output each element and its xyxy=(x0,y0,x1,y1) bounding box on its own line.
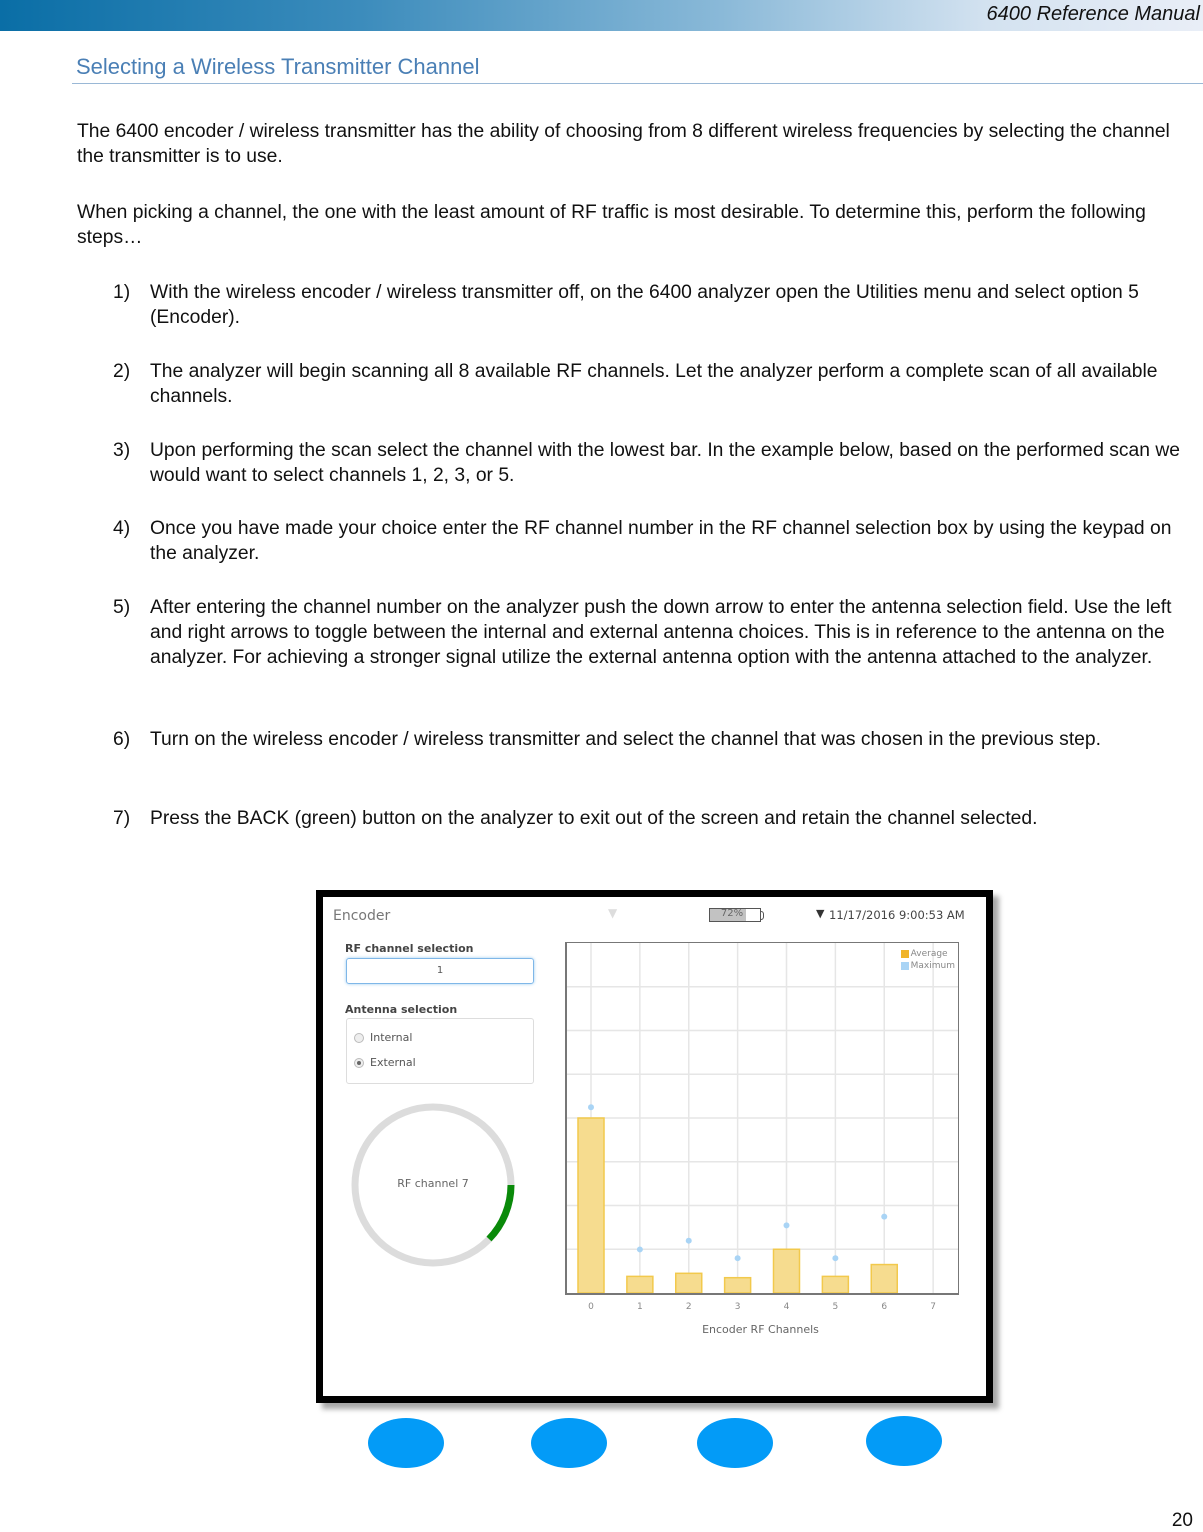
wifi-signal-icon: ▼ xyxy=(816,907,825,920)
step-text: Once you have made your choice enter the RF channel number in the RF channel selection box by using the keypad on the analyzer. xyxy=(150,518,1172,564)
section-divider xyxy=(72,83,1203,84)
wifi-status-icon: ▼ xyxy=(608,906,618,920)
intro-paragraph: The 6400 encoder / wireless transmitter has the ability of choosing from 8 different wireless frequencies by selecting the channel the transmitter is to use. xyxy=(77,121,1170,167)
gauge-label: RF channel 7 xyxy=(397,1177,469,1190)
chart-canvas xyxy=(567,943,958,1293)
x-tick-label: 0 xyxy=(588,1302,594,1312)
hardware-button-3[interactable] xyxy=(697,1418,773,1468)
hardware-button-4[interactable] xyxy=(866,1416,942,1466)
step-text: Turn on the wireless encoder / wireless transmitter and select the channel that was chosen in the previous step. xyxy=(150,729,1101,750)
legend-average-label: Average xyxy=(910,949,948,959)
step-number: 3) xyxy=(113,440,131,461)
x-tick-label: 2 xyxy=(685,1302,692,1312)
hardware-button-1[interactable] xyxy=(368,1418,444,1468)
battery-icon xyxy=(709,908,761,922)
step-number: 7) xyxy=(113,808,131,829)
step-number: 6) xyxy=(113,729,131,750)
page-number: 20 xyxy=(1171,1510,1193,1531)
step-4 xyxy=(113,516,1198,566)
step-text: The analyzer will begin scanning all 8 available RF channels. Let the analyzer perform a complete scan of all available channels. xyxy=(150,361,1158,407)
screen-title: Encoder xyxy=(333,908,391,924)
step-2 xyxy=(113,359,1198,409)
section-title: Selecting a Wireless Transmitter Channel xyxy=(76,54,480,79)
step-number: 4) xyxy=(113,518,131,539)
legend-average-swatch xyxy=(901,950,909,958)
datetime: 11/17/2016 9:00:53 AM xyxy=(829,908,965,922)
rf-channel-chart xyxy=(565,942,959,1295)
x-axis-label: Encoder RF Channels xyxy=(702,1323,819,1336)
step-6 xyxy=(113,727,1198,752)
legend-maximum-label: Maximum xyxy=(910,961,955,971)
step-text: Press the BACK (green) button on the analyzer to exit out of the screen and retain the channel selected. xyxy=(150,808,1038,829)
step-number: 2) xyxy=(113,361,131,382)
radio-unselected-icon xyxy=(354,1033,364,1043)
x-tick-label: 6 xyxy=(881,1302,888,1312)
radio-selected-icon xyxy=(354,1058,364,1068)
chart-legend xyxy=(901,948,955,972)
radio-label: Internal xyxy=(370,1031,413,1044)
step-number: 1) xyxy=(113,282,131,303)
step-1 xyxy=(113,280,1198,330)
legend-maximum-swatch xyxy=(901,962,909,970)
x-tick-label: 5 xyxy=(832,1302,839,1312)
rf-channel-input[interactable]: 1 xyxy=(346,958,534,984)
page-header-bar xyxy=(0,0,1203,31)
step-7 xyxy=(113,806,1198,831)
step-text: After entering the channel number on the analyzer push the down arrow to enter the antenna selection field. Use the left and right arrows to toggle between the internal and external antenna choices. This is in reference to the antenna on the analyzer. For achieving a stronger signal utilize the external antenna option with the antenna attached to the analyzer. xyxy=(150,597,1172,668)
step-3 xyxy=(113,438,1198,488)
x-tick-label: 1 xyxy=(637,1302,643,1312)
battery-percent: 72% xyxy=(720,908,744,919)
step-text: With the wireless encoder / wireless transmitter off, on the 6400 analyzer open the Utilities menu and select option 5 (Encoder). xyxy=(150,282,1139,328)
radio-label: External xyxy=(370,1056,416,1069)
hardware-button-2[interactable] xyxy=(531,1418,607,1468)
battery-terminal xyxy=(760,911,764,920)
x-tick-label: 7 xyxy=(930,1302,936,1312)
antenna-selection-label: Antenna selection xyxy=(345,1003,458,1016)
antenna-selection-group xyxy=(346,1018,534,1084)
antenna-option-internal[interactable] xyxy=(354,1031,412,1044)
antenna-option-external[interactable] xyxy=(354,1056,416,1069)
manual-title: 6400 Reference Manual xyxy=(986,3,1200,25)
steps-intro-paragraph: When picking a channel, the one with the least amount of RF traffic is most desirable. To determine this, perform the following steps… xyxy=(77,202,1146,248)
step-5 xyxy=(113,595,1198,670)
x-tick-label: 3 xyxy=(734,1302,741,1312)
rf-channel-label: RF channel selection xyxy=(345,942,474,955)
step-text: Upon performing the scan select the channel with the lowest bar. In the example below, based on the performed scan we would want to select channels 1, 2, 3, or 5. xyxy=(150,440,1181,486)
step-number: 5) xyxy=(113,597,131,618)
encoder-screen-figure xyxy=(316,890,993,1403)
x-tick-label: 4 xyxy=(783,1302,790,1312)
